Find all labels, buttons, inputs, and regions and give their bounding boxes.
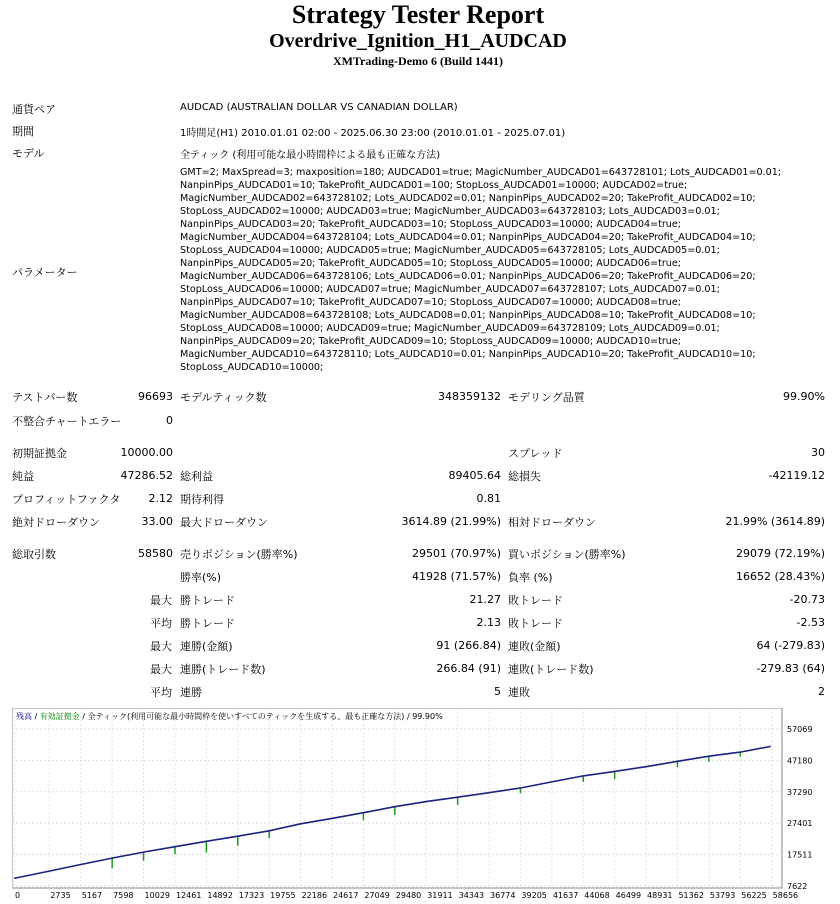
legend-sep-1b: /: [34, 712, 38, 721]
largest-win-label: 勝トレード: [180, 594, 235, 607]
consec-wins-amt-label: 連勝(金額): [180, 640, 233, 653]
long-label: 買いポジション(勝率%): [508, 548, 626, 561]
params-line: NanpinPips_AUDCAD05=20; TakeProfit_AUDCAD05=10; StopLoss_AUDCAD05=10000; AUDCAD06=true;: [180, 258, 682, 269]
x-tick-label: 31911: [427, 891, 453, 900]
x-tick-label: 41637: [552, 891, 579, 900]
params-line: NanpinPips_AUDCAD09=20; TakeProfit_AUDCAD09=10; StopLoss_AUDCAD09=10000; AUDCAD10=true;: [180, 336, 682, 347]
x-tick-label: 17323: [238, 891, 265, 900]
params-line: StopLoss_AUDCAD06=10000; AUDCAD07=true; MagicNumber_AUDCAD07=643728107; Lots_AUDCAD07=0.01;: [180, 284, 720, 295]
x-tick-label: 0: [15, 891, 21, 900]
legend-sep-2: /: [82, 712, 86, 721]
ticks-label: モデルティック数: [180, 391, 267, 404]
params-line: MagicNumber_AUDCAD02=643728102; Lots_AUDCAD02=0.01; NanpinPips_AUDCAD02=20; TakeProfit_AUDCAD02=10;: [180, 193, 756, 204]
spread-value: 30: [811, 446, 825, 459]
spread-label: スプレッド: [508, 447, 563, 460]
x-tick-label: 36774: [490, 891, 516, 900]
params-line: StopLoss_AUDCAD04=10000; AUDCAD05=true; MagicNumber_AUDCAD05=643728105; Lots_AUDCAD05=0.01;: [180, 245, 720, 256]
model-value: 全ティック (利用可能な最小時間枠による最も正確な方法): [180, 150, 441, 161]
max-label-1: 最大: [150, 594, 172, 607]
absdd-label: 絶対ドローダウン: [12, 516, 100, 529]
y-tick-label: 47180: [787, 756, 813, 766]
mismatch-label: 不整合チャートエラー: [12, 415, 122, 428]
params-line: MagicNumber_AUDCAD10=643728110; Lots_AUDCAD10=0.01; NanpinPips_AUDCAD10=20; TakeProfit_AUDCAD10=10;: [180, 349, 756, 360]
pf-value: 2.12: [148, 492, 173, 505]
short-label: 売りポジション(勝率%): [180, 548, 298, 561]
reldd-label: 相対ドローダウン: [508, 516, 596, 529]
x-tick-label: 51362: [678, 891, 704, 900]
x-tick-label: 27049: [364, 891, 390, 900]
x-tick-label: 48931: [647, 891, 673, 900]
consec-losses-cnt-value: -279.83 (64): [756, 662, 825, 675]
avg-loss-value: -2.53: [796, 616, 825, 629]
largest-win-value: 21.27: [469, 593, 501, 606]
period-value: 1時間足(H1) 2010.01.01 02:00 - 2025.06.30 23:00 (2010.01.01 - 2025.07.01): [180, 128, 566, 139]
x-tick-label: 2735: [50, 891, 71, 900]
deposit-value: 10000.00: [120, 446, 173, 459]
params-line: StopLoss_AUDCAD02=10000; AUDCAD03=true; MagicNumber_AUDCAD03=643728103; Lots_AUDCAD03=0.01;: [180, 206, 720, 217]
y-tick-label: 17511: [787, 850, 813, 860]
consec-wins-cnt-label: 連勝(トレード数): [180, 663, 266, 676]
max-label-2: 最大: [150, 640, 172, 653]
largest-loss-value: -20.73: [789, 593, 825, 606]
avg-win-label: 勝トレード: [180, 617, 235, 630]
x-tick-label: 14892: [207, 891, 233, 900]
y-tick-label: 27401: [787, 819, 813, 829]
params-line: NanpinPips_AUDCAD01=10; TakeProfit_AUDCAD01=100; StopLoss_AUDCAD01=10000; AUDCAD02=true;: [180, 180, 688, 191]
reldd-value: 21.99% (3614.89): [725, 515, 825, 528]
legend-model: 全ティック(利用可能な最小時間枠を使いすべてのティックを生成する、最も正確な方法): [87, 712, 405, 721]
avg-loss-label: 敗トレード: [508, 617, 563, 630]
avg-win-value: 2.13: [476, 616, 501, 629]
grossloss-value: -42119.12: [768, 469, 825, 482]
grossprofit-label: 総利益: [180, 470, 213, 483]
avg-label-1: 平均: [150, 617, 172, 630]
params-line: StopLoss_AUDCAD10=10000;: [180, 362, 324, 373]
report-title: Strategy Tester Report: [291, 0, 545, 29]
bars-value: 96693: [138, 390, 173, 403]
deposit-label: 初期証拠金: [12, 447, 67, 460]
y-axis-ticks: [787, 725, 812, 891]
lossrate-label: 負率 (%): [508, 571, 553, 584]
consec-losses-amt-value: 64 (-279.83): [756, 639, 825, 652]
params-line: MagicNumber_AUDCAD06=643728106; Lots_AUDCAD06=0.01; NanpinPips_AUDCAD06=20; TakeProfit_AUDCAD06=20;: [180, 271, 756, 282]
x-tick-label: 46499: [615, 891, 642, 900]
model-label: モデル: [12, 147, 45, 160]
x-tick-label: 29480: [395, 891, 422, 900]
params-line: MagicNumber_AUDCAD04=643728104; Lots_AUDCAD04=0.01; NanpinPips_AUDCAD04=20; TakeProfit_AUDCAD04=10;: [180, 232, 756, 243]
avg-label-2: 平均: [150, 686, 172, 699]
avg-consec-wins-label: 連勝: [180, 686, 202, 699]
grossloss-label: 総損失: [508, 470, 541, 483]
params-line: NanpinPips_AUDCAD03=20; TakeProfit_AUDCAD03=10; StopLoss_AUDCAD03=10000; AUDCAD04=true;: [180, 219, 682, 230]
chart-legend: [16, 711, 443, 721]
short-value: 29501 (70.97%): [411, 547, 501, 560]
expected-label: 期待利得: [180, 493, 224, 506]
consec-losses-amt-label: 連敗(金額): [508, 640, 561, 653]
winrate-label: 勝率(%): [180, 571, 222, 584]
netprofit-label: 純益: [12, 470, 34, 483]
pair-label: 通貨ペア: [12, 103, 56, 116]
x-tick-label: 7598: [113, 891, 134, 900]
params-line: GMT=2; MaxSpread=3; maxposition=180; AUDCAD01=true; MagicNumber_AUDCAD01=643728101; Lots_AUDCAD01=0.01;: [180, 167, 782, 178]
avg-consec-wins-value: 5: [494, 685, 501, 698]
x-tick-label: 22186: [301, 891, 328, 900]
x-axis-ticks: [15, 891, 798, 900]
long-value: 29079 (72.19%): [735, 547, 825, 560]
consec-wins-amt-value: 91 (266.84): [436, 639, 501, 652]
consec-losses-cnt-label: 連敗(トレード数): [508, 663, 594, 676]
params-value: [180, 166, 780, 374]
pair-value: AUDCAD (AUSTRALIAN DOLLAR VS CANADIAN DOLLAR): [180, 102, 458, 113]
trades-value: 58580: [138, 547, 173, 560]
plot-frame: [12, 708, 782, 888]
pf-label: プロフィットファクタ: [12, 493, 121, 506]
legend-balance: 残高: [16, 712, 32, 721]
x-tick-label: 34343: [458, 891, 485, 900]
avg-consec-losses-value: 2: [818, 685, 825, 698]
absdd-value: 33.00: [141, 515, 173, 528]
max-label-3: 最大: [150, 663, 172, 676]
grossprofit-value: 89405.64: [448, 469, 501, 482]
netprofit-value: 47286.52: [120, 469, 173, 482]
x-tick-label: 53793: [709, 891, 736, 900]
y-tick-label: 57069: [787, 725, 813, 734]
params-label: パラメーター: [12, 266, 78, 279]
period-label: 期間: [12, 125, 34, 138]
x-tick-label: 19755: [270, 891, 296, 900]
x-tick-label: 44068: [584, 891, 610, 900]
balance-chart: [12, 708, 828, 904]
params-line: MagicNumber_AUDCAD08=643728108; Lots_AUDCAD08=0.01; NanpinPips_AUDCAD08=10; TakeProfit_AUDCAD08=10;: [180, 310, 756, 321]
bars-label: テストバー数: [12, 391, 78, 404]
y-tick-label: 37290: [787, 787, 813, 797]
quality-label: モデリング品質: [508, 391, 585, 404]
winrate-value: 41928 (71.57%): [411, 570, 501, 583]
y-tick-label: 7622: [787, 882, 808, 891]
expected-value: 0.81: [476, 492, 501, 505]
x-tick-label: 10029: [144, 891, 171, 900]
maxdd-value: 3614.89 (21.99%): [401, 515, 501, 528]
x-tick-label: 12461: [175, 891, 202, 900]
consec-wins-cnt-value: 266.84 (91): [436, 662, 501, 675]
lossrate-value: 16652 (28.43%): [735, 570, 825, 583]
params-line: NanpinPips_AUDCAD07=10; TakeProfit_AUDCAD07=10; StopLoss_AUDCAD07=10000; AUDCAD08=true;: [180, 297, 682, 308]
x-tick-label: 5167: [81, 891, 103, 900]
params-line: StopLoss_AUDCAD08=10000; AUDCAD09=true; MagicNumber_AUDCAD09=643728109; Lots_AUDCAD09=0.01;: [180, 323, 720, 334]
legend-quality: 99.90%: [412, 712, 443, 721]
maxdd-label: 最大ドローダウン: [180, 516, 268, 529]
server-build: XMTrading-Demo 6 (Build 1441): [332, 54, 504, 68]
legend-equity: 有効証拠金: [39, 712, 80, 721]
expert-name: Overdrive_Ignition_H1_AUDCAD: [269, 30, 567, 52]
x-tick-label: 24617: [332, 891, 359, 900]
largest-loss-label: 敗トレード: [508, 594, 563, 607]
quality-value: 99.90%: [783, 390, 825, 403]
legend-sep-3: /: [406, 712, 410, 721]
ticks-value: 348359132: [438, 390, 501, 403]
trades-label: 総取引数: [12, 548, 56, 561]
x-tick-label: 39205: [521, 891, 547, 900]
avg-consec-losses-label: 連敗: [508, 686, 530, 699]
mismatch-value: 0: [166, 414, 173, 427]
x-tick-label: 56225: [741, 891, 767, 900]
x-tick-label: 58656: [772, 891, 799, 900]
